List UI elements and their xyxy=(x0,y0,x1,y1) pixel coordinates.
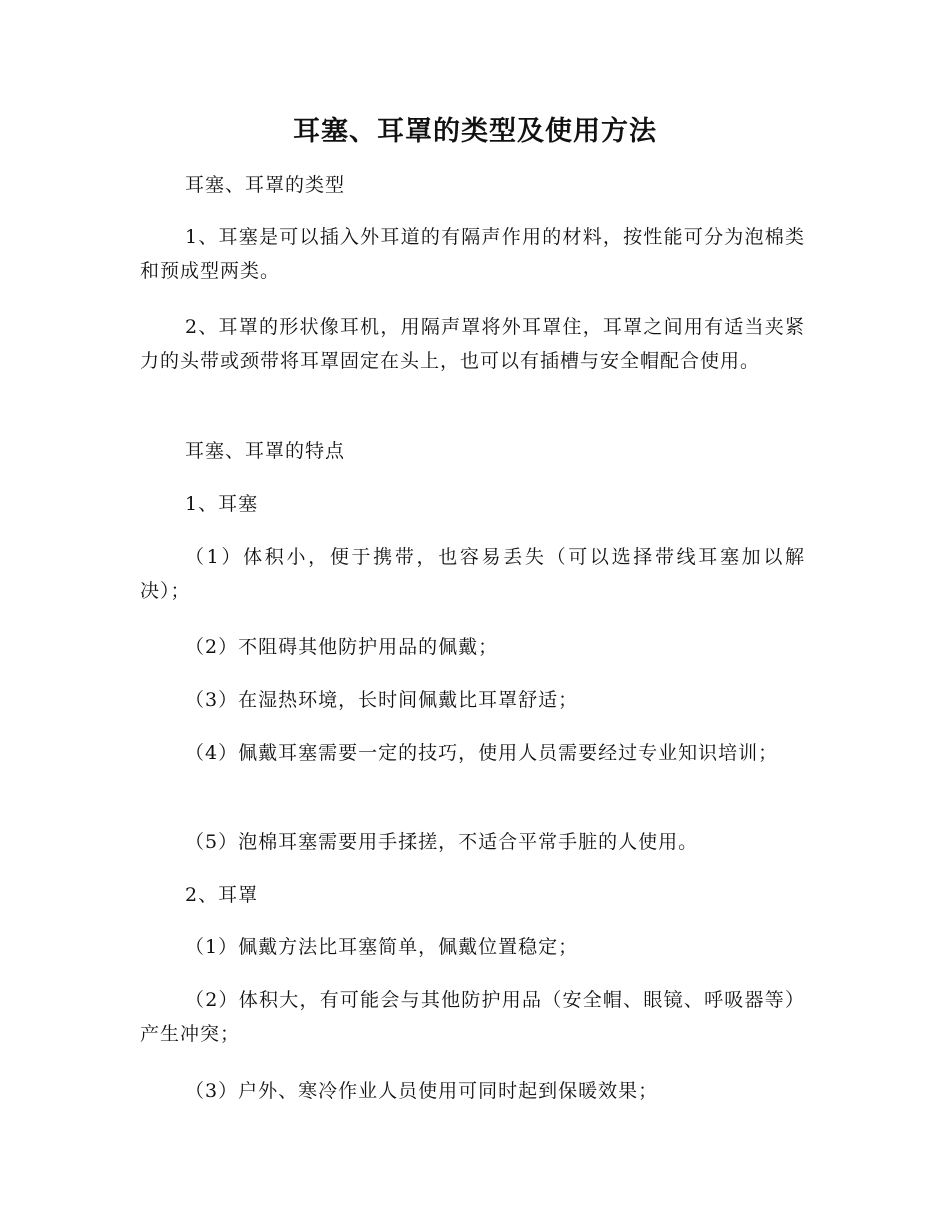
section-heading-features: 耳塞、耳罩的特点 xyxy=(185,440,346,462)
section-heading-types: 耳塞、耳罩的类型 xyxy=(185,174,346,196)
paragraph-earmuff-definition: 2、耳罩的形状像耳机，用隔声罩将外耳罩住，耳罩之间用有适当夹紧力的头带或颈带将耳罩固定在头上，也可以有插槽与安全帽配合使用。 xyxy=(140,316,805,372)
earplug-feature-3: （3）在湿热环境，长时间佩戴比耳罩舒适； xyxy=(185,689,579,711)
earmuff-feature-3: （3）户外、寒冷作业人员使用可同时起到保暖效果； xyxy=(185,1080,659,1102)
earplug-feature-4: （4）佩戴耳塞需要一定的技巧，使用人员需要经过专业知识培训； xyxy=(185,742,779,764)
earplug-feature-5: （5）泡棉耳塞需要用手揉搓，不适合平常手脏的人使用。 xyxy=(185,831,699,853)
earplug-feature-2: （2）不阻碍其他防护用品的佩戴； xyxy=(185,636,499,658)
paragraph-earplug-definition: 1、耳塞是可以插入外耳道的有隔声作用的材料，按性能可分为泡棉类和预成型两类。 xyxy=(140,226,805,282)
subheading-earmuff: 2、耳罩 xyxy=(185,884,259,906)
earmuff-feature-1: （1）佩戴方法比耳塞简单，佩戴位置稳定； xyxy=(185,936,579,958)
earmuff-feature-2: （2）体积大，有可能会与其他防护用品（安全帽、眼镜、呼吸器等）产生冲突； xyxy=(140,989,805,1045)
subheading-earplug: 1、耳塞 xyxy=(185,493,259,515)
earplug-feature-1: （1）体积小，便于携带，也容易丢失（可以选择带线耳塞加以解决）； xyxy=(140,546,805,602)
document-title: 耳塞、耳罩的类型及使用方法 xyxy=(293,116,657,147)
